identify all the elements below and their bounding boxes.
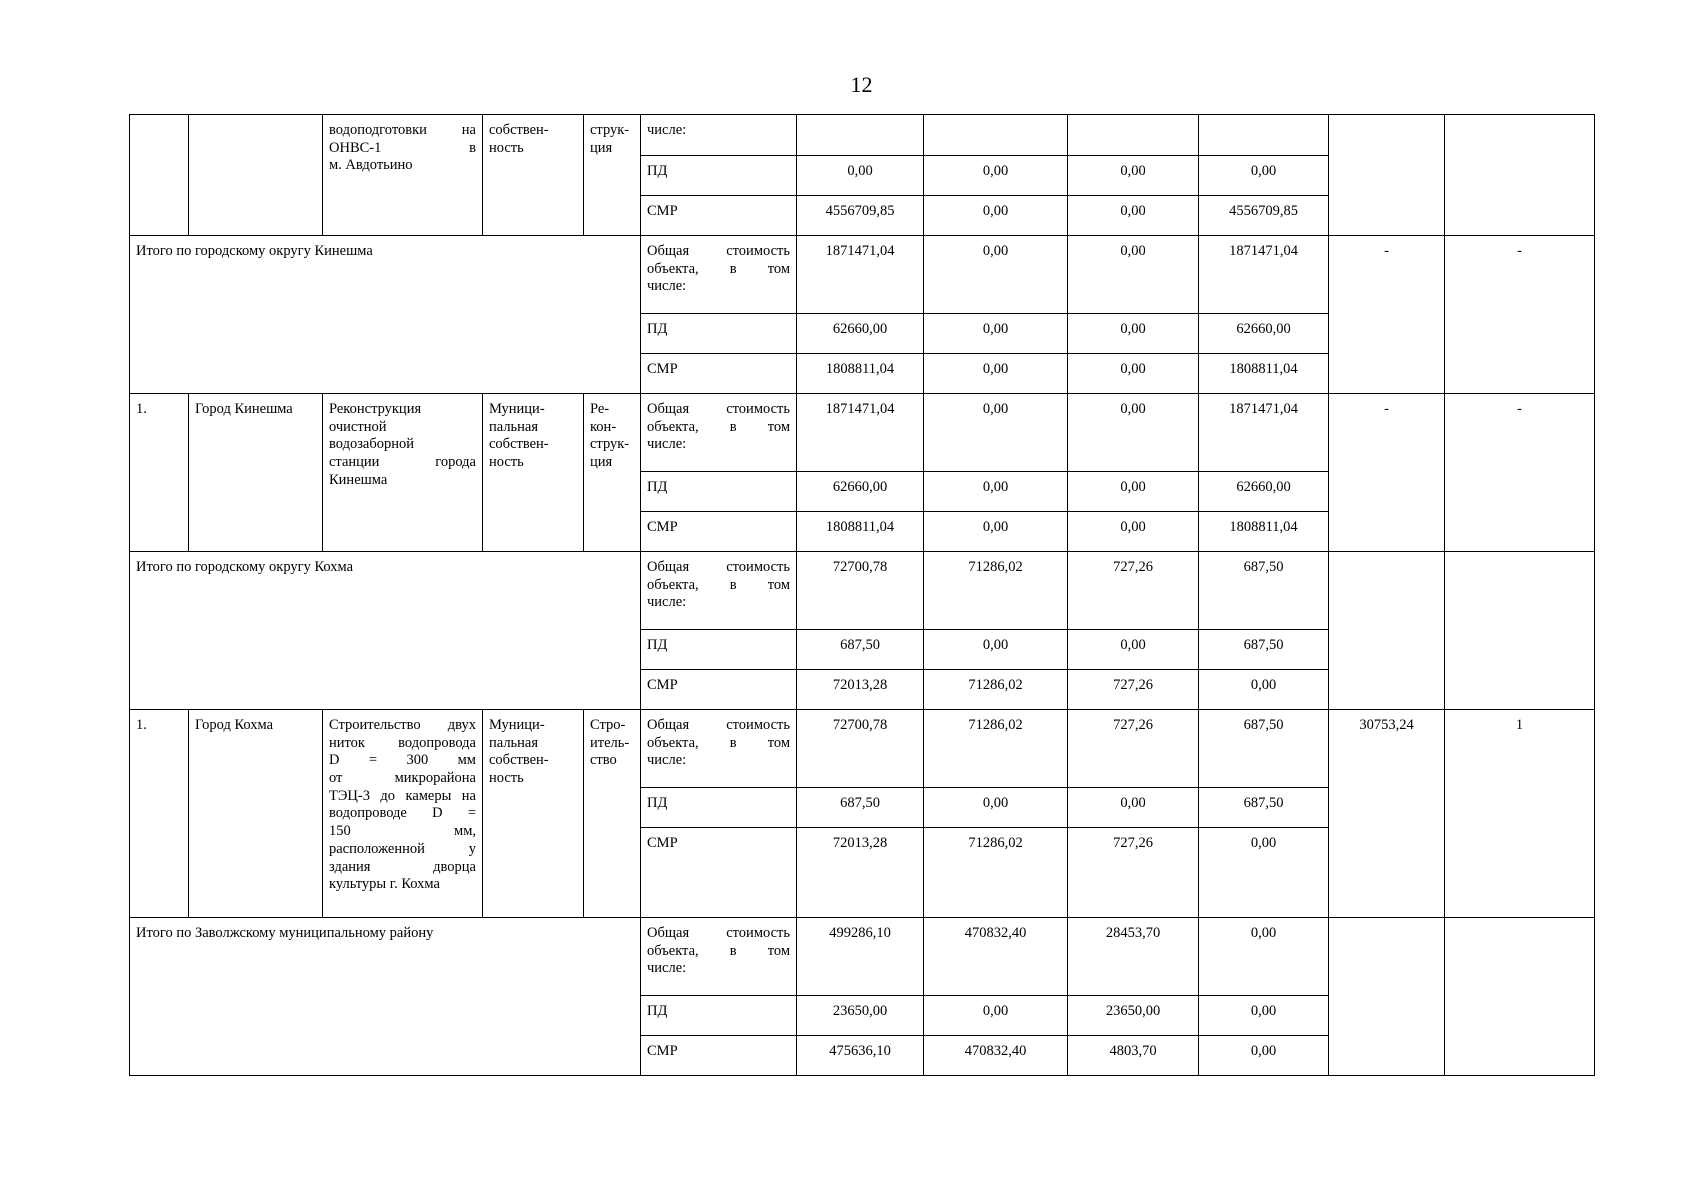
cell-value: 1871471,04 [1199, 236, 1329, 314]
cell-value: 727,26 [1068, 828, 1199, 918]
cell-value: 687,50 [1199, 552, 1329, 630]
cell-label-pd: ПД [641, 314, 797, 354]
cell-value: 475636,10 [797, 1036, 924, 1076]
cell-num: 1. [130, 394, 189, 552]
cell-ownership: собствен- ность [483, 115, 584, 236]
cell-label-smr: СМР [641, 670, 797, 710]
cell-object: Строительство двух ниток водопровода D = 300 мм от микрорайона ТЭЦ-3 до камеры на водопроводе D = 150 мм, расположенной у здания дворца культуры г. Кохма [323, 710, 483, 918]
cell-value: 4556709,85 [797, 196, 924, 236]
cell-object: Реконструкция очистной водозаборной станции города Кинешма [323, 394, 483, 552]
cell-value: 4556709,85 [1199, 196, 1329, 236]
cell-value: 0,00 [797, 156, 924, 196]
cell-label-smr: СМР [641, 512, 797, 552]
cell-value: 4803,70 [1068, 1036, 1199, 1076]
cell-label: числе: [641, 115, 797, 156]
cell-label-smr: СМР [641, 1036, 797, 1076]
cell-label-total: Общая стоимость объекта, в том числе: [641, 552, 797, 630]
table-row [130, 918, 1595, 996]
cell-value [1068, 115, 1199, 156]
cell-value: 62660,00 [797, 314, 924, 354]
cell-label-total: Общая стоимость объекта, в том числе: [641, 710, 797, 788]
cell-value: 23650,00 [797, 996, 924, 1036]
cell-value: 0,00 [924, 512, 1068, 552]
cell-value: 0,00 [1068, 394, 1199, 472]
cell-value: 0,00 [1068, 156, 1199, 196]
cell-value: 1871471,04 [797, 236, 924, 314]
cell-ownership: Муници- пальная собствен- ность [483, 710, 584, 918]
cell-value: 687,50 [1199, 710, 1329, 788]
cell-label-pd: ПД [641, 156, 797, 196]
cell-value: 0,00 [924, 196, 1068, 236]
cell-value: 0,00 [924, 394, 1068, 472]
cell-value: 0,00 [1068, 354, 1199, 394]
cell-value: 62660,00 [1199, 314, 1329, 354]
cell-value: 0,00 [924, 236, 1068, 314]
cell-value: 72013,28 [797, 828, 924, 918]
table-row [130, 115, 1595, 156]
cell-value: 0,00 [924, 472, 1068, 512]
section-title: Итого по городскому округу Кохма [130, 552, 641, 710]
cell-value: 0,00 [924, 156, 1068, 196]
cell-value: 72013,28 [797, 670, 924, 710]
cell-value: 0,00 [924, 630, 1068, 670]
cell-value: 1808811,04 [1199, 512, 1329, 552]
cell-type: Стро- итель- ство [584, 710, 641, 918]
cell-label-smr: СМР [641, 354, 797, 394]
table-row [130, 394, 1595, 472]
page-number: 12 [850, 72, 873, 97]
cell-city: Город Кохма [189, 710, 323, 918]
cell-num [130, 115, 189, 236]
cell-col11: - [1445, 394, 1595, 552]
cell-col10 [1329, 115, 1445, 236]
cell-col11 [1445, 115, 1595, 236]
cell-type: струк- ция [584, 115, 641, 236]
cell-value: 0,00 [1068, 630, 1199, 670]
section-title: Итого по Заволжскому муниципальному району [130, 918, 641, 1076]
cell-value: 72700,78 [797, 552, 924, 630]
cell-value: 71286,02 [924, 828, 1068, 918]
cell-value: 28453,70 [1068, 918, 1199, 996]
cell-value [797, 115, 924, 156]
cell-value: 687,50 [1199, 630, 1329, 670]
cell-label-total: Общая стоимость объекта, в том числе: [641, 918, 797, 996]
table-row [130, 710, 1595, 788]
cell-value: 0,00 [1068, 512, 1199, 552]
cell-col11 [1445, 918, 1595, 1076]
cell-value [1199, 115, 1329, 156]
cell-value: 0,00 [1068, 314, 1199, 354]
cell-col11: - [1445, 236, 1595, 394]
cell-value: 72700,78 [797, 710, 924, 788]
cell-ownership: Муници- пальная собствен- ность [483, 394, 584, 552]
cell-value: 727,26 [1068, 710, 1199, 788]
cell-label-total: Общая стоимость объекта, в том числе: [641, 236, 797, 314]
cell-value: 0,00 [1068, 788, 1199, 828]
cell-value [924, 115, 1068, 156]
cell-value: 0,00 [1199, 156, 1329, 196]
cell-value: 0,00 [1199, 1036, 1329, 1076]
cell-value: 71286,02 [924, 710, 1068, 788]
cell-col10 [1329, 918, 1445, 1076]
investment-table [129, 114, 1595, 1076]
cell-value: 687,50 [797, 630, 924, 670]
cell-col10: 30753,24 [1329, 710, 1445, 918]
cell-value: 0,00 [924, 354, 1068, 394]
cell-value: 1871471,04 [1199, 394, 1329, 472]
cell-value: 470832,40 [924, 1036, 1068, 1076]
section-title: Итого по городскому округу Кинешма [130, 236, 641, 394]
cell-value: 0,00 [1199, 996, 1329, 1036]
cell-label-pd: ПД [641, 630, 797, 670]
cell-value: 687,50 [1199, 788, 1329, 828]
table-row [130, 552, 1595, 630]
cell-value: 0,00 [1068, 236, 1199, 314]
cell-label-pd: ПД [641, 472, 797, 512]
cell-label-pd: ПД [641, 788, 797, 828]
cell-value: 727,26 [1068, 552, 1199, 630]
cell-col10: - [1329, 394, 1445, 552]
cell-value: 0,00 [1199, 918, 1329, 996]
cell-value: 0,00 [924, 314, 1068, 354]
cell-value: 0,00 [924, 788, 1068, 828]
cell-city [189, 115, 323, 236]
cell-label-smr: СМР [641, 196, 797, 236]
cell-value: 1871471,04 [797, 394, 924, 472]
cell-value: 727,26 [1068, 670, 1199, 710]
cell-value: 0,00 [924, 996, 1068, 1036]
cell-col11: 1 [1445, 710, 1595, 918]
cell-value: 499286,10 [797, 918, 924, 996]
cell-value: 687,50 [797, 788, 924, 828]
cell-col10 [1329, 552, 1445, 710]
cell-value: 62660,00 [797, 472, 924, 512]
cell-value: 62660,00 [1199, 472, 1329, 512]
cell-num: 1. [130, 710, 189, 918]
table-row [130, 236, 1595, 314]
cell-value: 0,00 [1199, 828, 1329, 918]
cell-value: 0,00 [1199, 670, 1329, 710]
cell-city: Город Кинешма [189, 394, 323, 552]
cell-type: Ре- кон- струк- ция [584, 394, 641, 552]
cell-col11 [1445, 552, 1595, 710]
cell-label-smr: СМР [641, 828, 797, 918]
cell-value: 1808811,04 [797, 354, 924, 394]
cell-value: 1808811,04 [1199, 354, 1329, 394]
cell-object: водоподготовки на ОНВС-1 в м. Авдотьино [323, 115, 483, 236]
cell-label-pd: ПД [641, 996, 797, 1036]
cell-value: 0,00 [1068, 472, 1199, 512]
cell-value: 1808811,04 [797, 512, 924, 552]
cell-value: 71286,02 [924, 670, 1068, 710]
cell-value: 23650,00 [1068, 996, 1199, 1036]
cell-value: 71286,02 [924, 552, 1068, 630]
cell-value: 470832,40 [924, 918, 1068, 996]
cell-label-total: Общая стоимость объекта, в том числе: [641, 394, 797, 472]
cell-col10: - [1329, 236, 1445, 394]
cell-value: 0,00 [1068, 196, 1199, 236]
